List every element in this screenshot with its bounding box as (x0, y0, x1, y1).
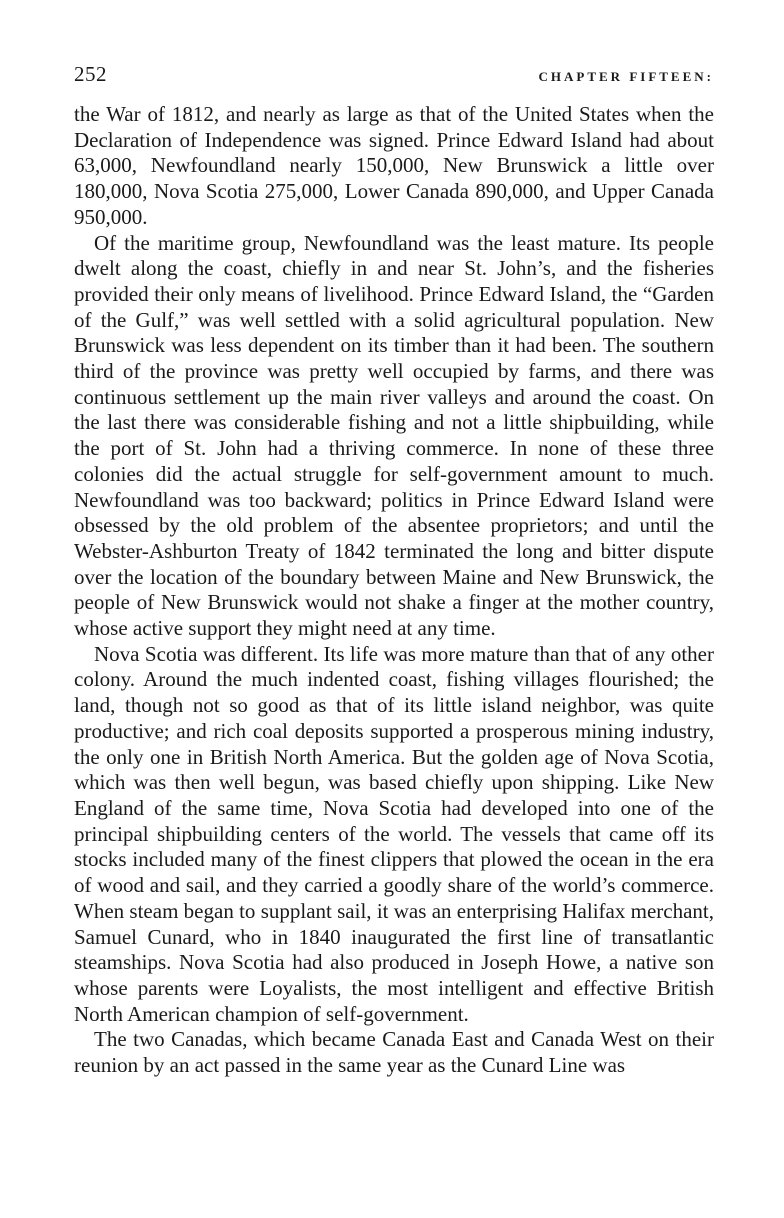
paragraph-two-canadas: The two Canadas, which became Canada East and Canada West on their reunion by an act passed in the same year as the Cunard Line was (74, 1027, 714, 1078)
paragraph-maritime-group: Of the maritime group, Newfoundland was the least mature. Its people dwelt along the coast, chiefly in and near St. John’s, and the fisheries provided their only means of livelihood. Prince Edward Island, the “Garden of the Gulf,” was well settled with a solid agricultural population. New Brunswick was less dependent on its timber than it had been. The southern third of the province was pretty well occupied by farms, and there was continuous settlement up the main river valleys and around the coast. On the last there was considerable fishing and not a little shipbuilding, while the port of St. John had a thriving commerce. In none of these three colonies did the actual struggle for self-government amount to much. Newfoundland was too backward; politics in Prince Edward Island were obsessed by the old problem of the absentee proprietors; and until the Webster-Ashburton Treaty of 1842 terminated the long and bitter dispute over the location of the boundary between Maine and New Brunswick, the people of New Brunswick would not shake a finger at the mother country, whose active support they might need at any time. (74, 230, 714, 641)
page-number: 252 (74, 62, 107, 86)
paragraph-nova-scotia: Nova Scotia was different. Its life was more mature than that of any other colony. Around the much indented coast, fishing villages flourished; the land, though not so good as that of its little island neighbor, was quite productive; and rich coal deposits supported a prosperous mining industry, the only one in British North America. But the golden age of Nova Scotia, which was then well begun, was based chiefly upon shipping. Like New England of the same time, Nova Scotia had developed into one of the principal shipbuilding centers of the world. The vessels that came off its stocks included many of the finest clippers that plowed the ocean in the era of wood and sail, and they carried a goodly share of the world’s commerce. When steam began to supplant sail, it was an enterprising Halifax merchant, Samuel Cunard, who in 1840 inaugurated the first line of transatlantic steamships. Nova Scotia had also produced in Joseph Howe, a native son whose parents were Loyalists, the most intelligent and effective British North American champion of self-government. (74, 641, 714, 1026)
chapter-heading: CHAPTER FIFTEEN: (538, 69, 714, 84)
body-text (74, 102, 714, 1079)
book-page (74, 62, 714, 1079)
paragraph-continued: the War of 1812, and nearly as large as that of the United States when the Declaration of Independence was signed. Prince Edward Island had about 63,000, Newfoundland nearly 150,000, New Brunswick a little over 180,000, Nova Scotia 275,000, Lower Canada 890,000, and Upper Canada 950,000. (74, 102, 714, 229)
running-head (74, 62, 714, 102)
